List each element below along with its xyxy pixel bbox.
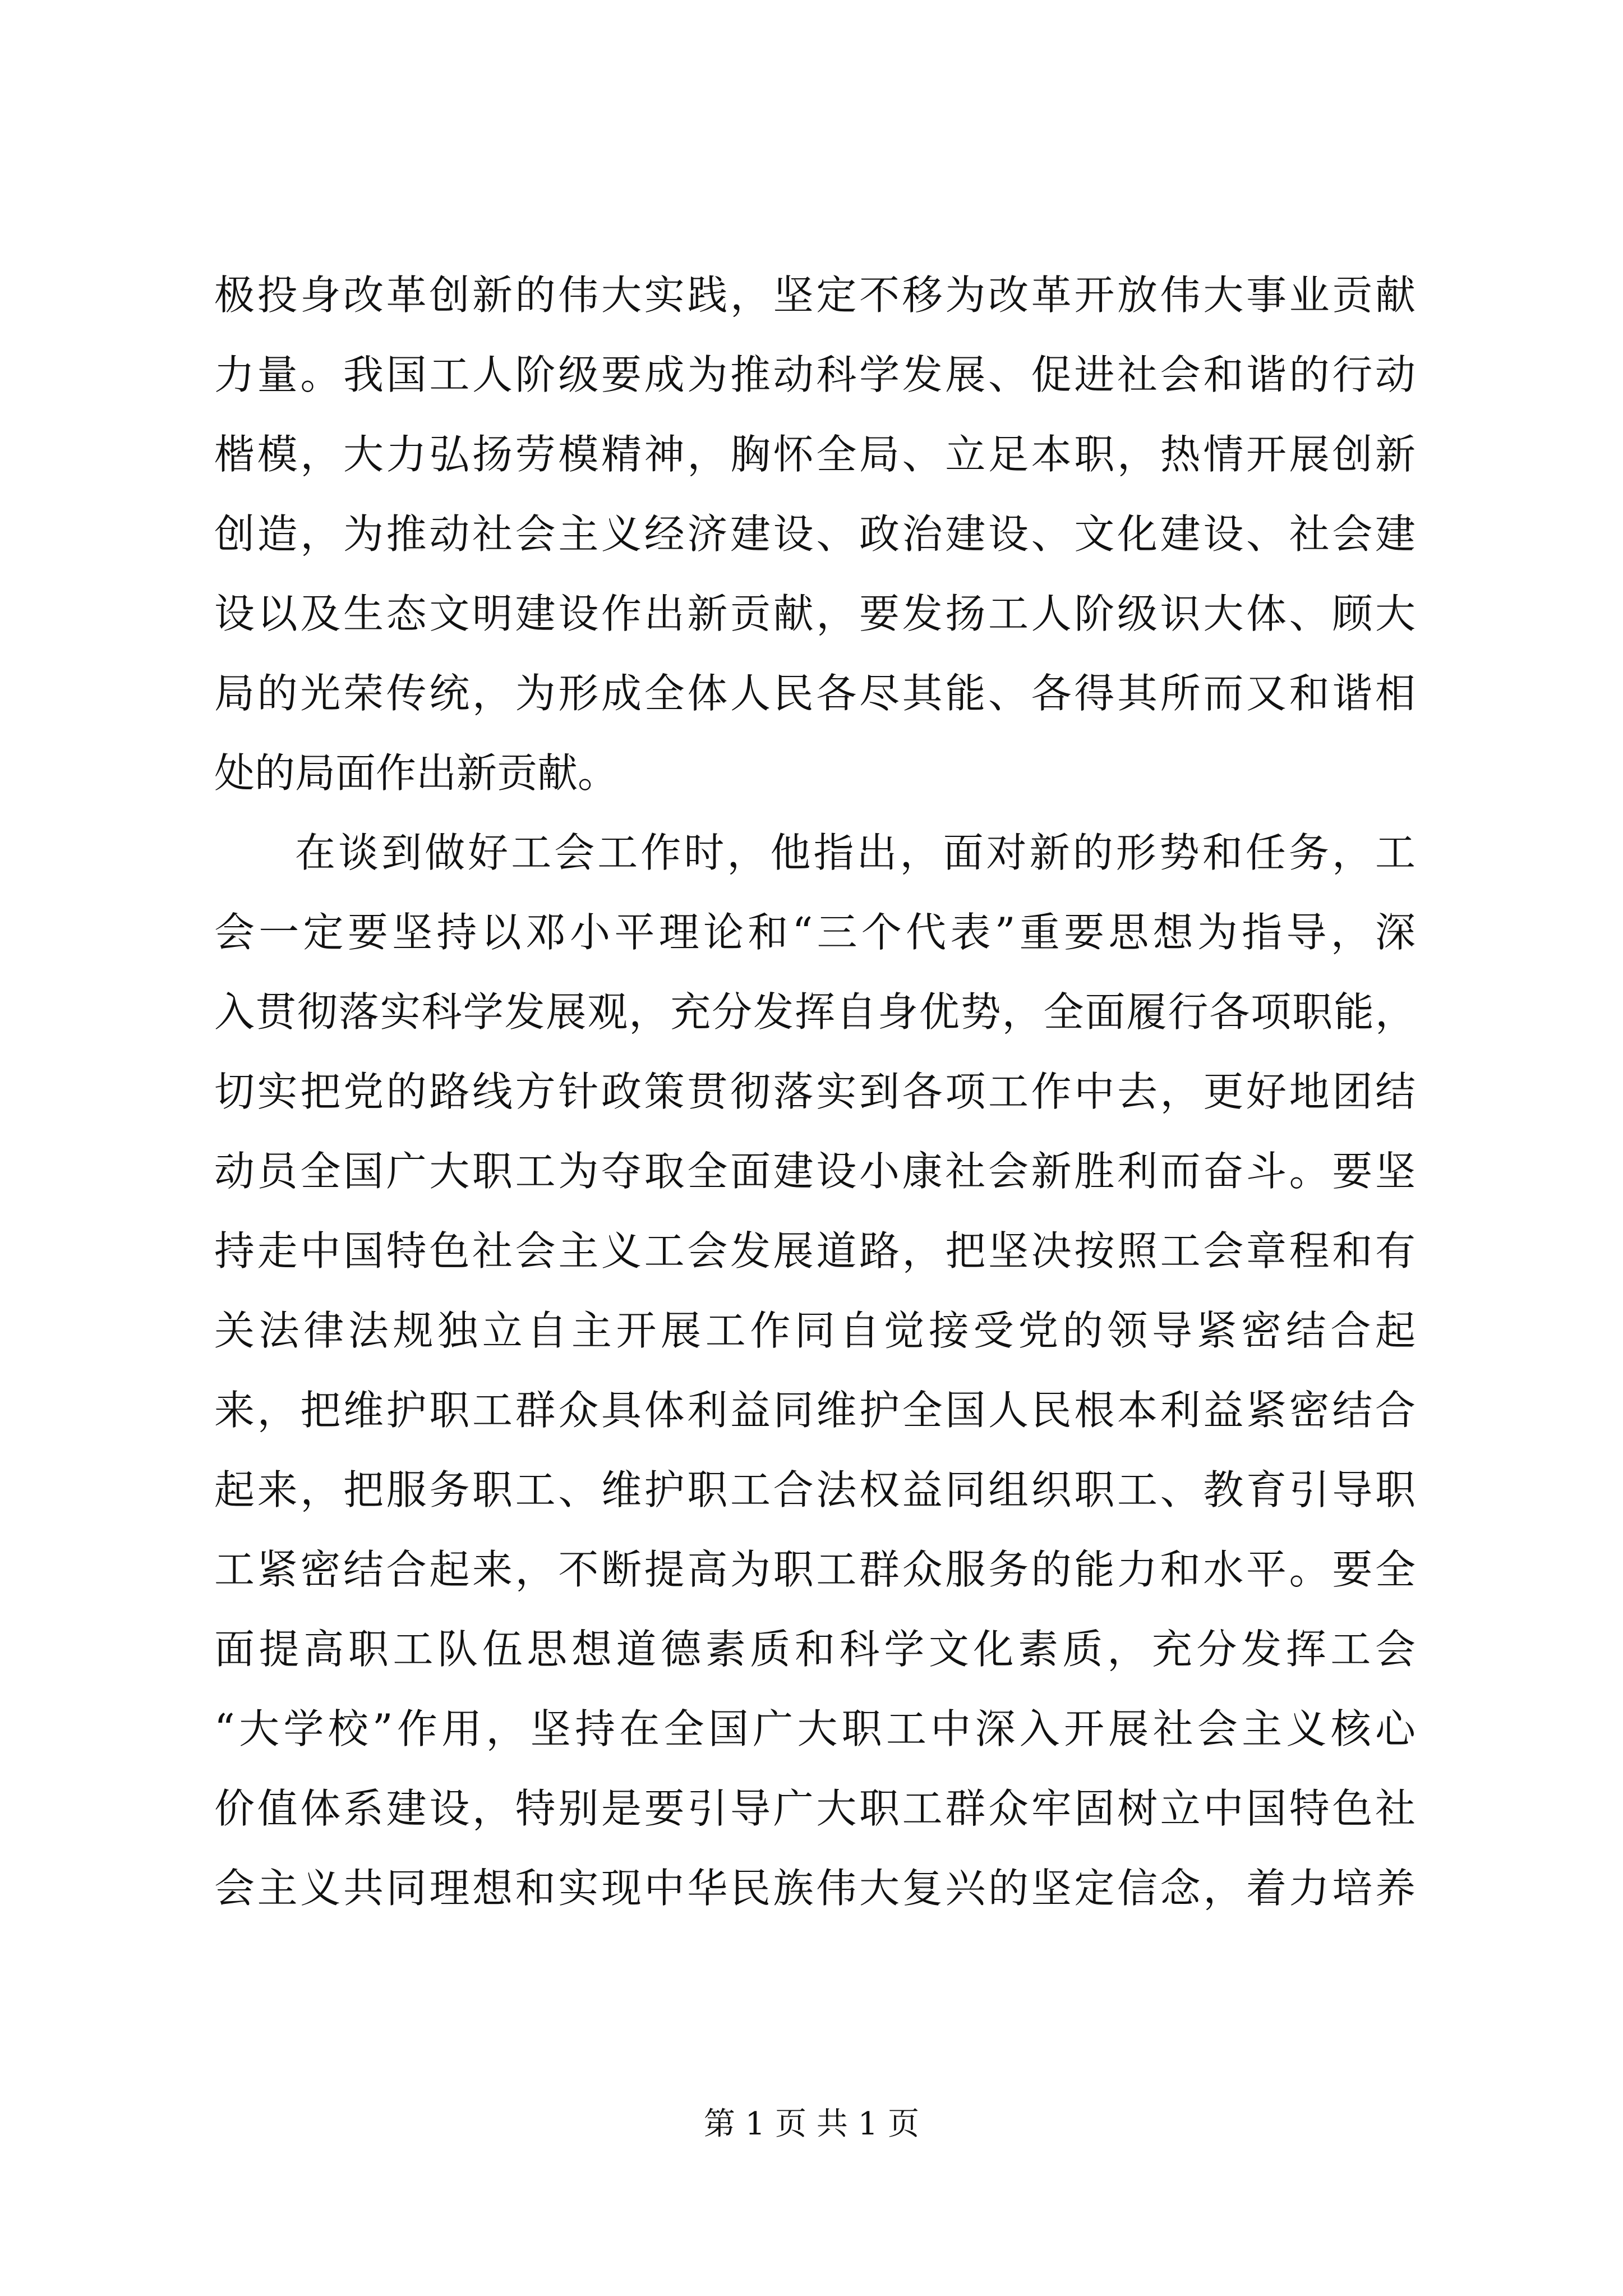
text-line: 处的局面作出新贡献。 bbox=[214, 749, 619, 797]
text-line: 楷模，大力弘扬劳模精神，胸怀全局、立足本职，热情开展创新 bbox=[214, 431, 1415, 478]
text-line: 局的光荣传统，为形成全体人民各尽其能、各得其所而又和谐相 bbox=[214, 670, 1415, 717]
text-line: 来，把维护职工群众具体利益同维护全国人民根本利益紧密结合 bbox=[214, 1387, 1415, 1434]
text-line: 会主义共同理想和实现中华民族伟大复兴的坚定信念，着力培养 bbox=[214, 1865, 1415, 1912]
text-line: 动员全国广大职工为夺取全面建设小康社会新胜利而奋斗。要坚 bbox=[214, 1148, 1415, 1195]
text-line: 切实把党的路线方针政策贯彻落实到各项工作中去，更好地团结 bbox=[214, 1068, 1415, 1115]
text-line: 价值体系建设，特别是要引导广大职工群众牢固树立中国特色社 bbox=[214, 1785, 1415, 1832]
text-line: 创造，为推动社会主义经济建设、政治建设、文化建设、社会建 bbox=[214, 510, 1415, 558]
text-line: “大学校”作用，坚持在全国广大职工中深入开展社会主义核心 bbox=[214, 1705, 1415, 1752]
body-text bbox=[214, 255, 1415, 1928]
text-line: 会一定要坚持以邓小平理论和“三个代表”重要思想为指导，深 bbox=[214, 909, 1415, 956]
text-line: 极投身改革创新的伟大实践，坚定不移为改革开放伟大事业贡献 bbox=[214, 272, 1415, 319]
page-number-footer: 第 1 页 共 1 页 bbox=[703, 2106, 920, 2142]
text-line: 持走中国特色社会主义工会发展道路，把坚决按照工会章程和有 bbox=[214, 1227, 1415, 1274]
text-line: 起来，把服务职工、维护职工合法权益同组织职工、教育引导职 bbox=[214, 1466, 1415, 1513]
text-line: 力量。我国工人阶级要成为推动科学发展、促进社会和谐的行动 bbox=[214, 351, 1415, 398]
text-line: 工紧密结合起来，不断提高为职工群众服务的能力和水平。要全 bbox=[214, 1546, 1415, 1593]
text-line: 关法律法规独立自主开展工作同自觉接受党的领导紧密结合起 bbox=[214, 1307, 1415, 1354]
text-line: 面提高职工队伍思想道德素质和科学文化素质，充分发挥工会 bbox=[214, 1626, 1415, 1673]
text-line: 设以及生态文明建设作出新贡献，要发扬工人阶级识大体、顾大 bbox=[214, 590, 1415, 637]
paragraph-first-line: 在谈到做好工会工作时，他指出，面对新的形势和任务，工 bbox=[295, 829, 1415, 876]
text-line: 入贯彻落实科学发展观，充分发挥自身优势，全面履行各项职能， bbox=[214, 988, 1415, 1036]
